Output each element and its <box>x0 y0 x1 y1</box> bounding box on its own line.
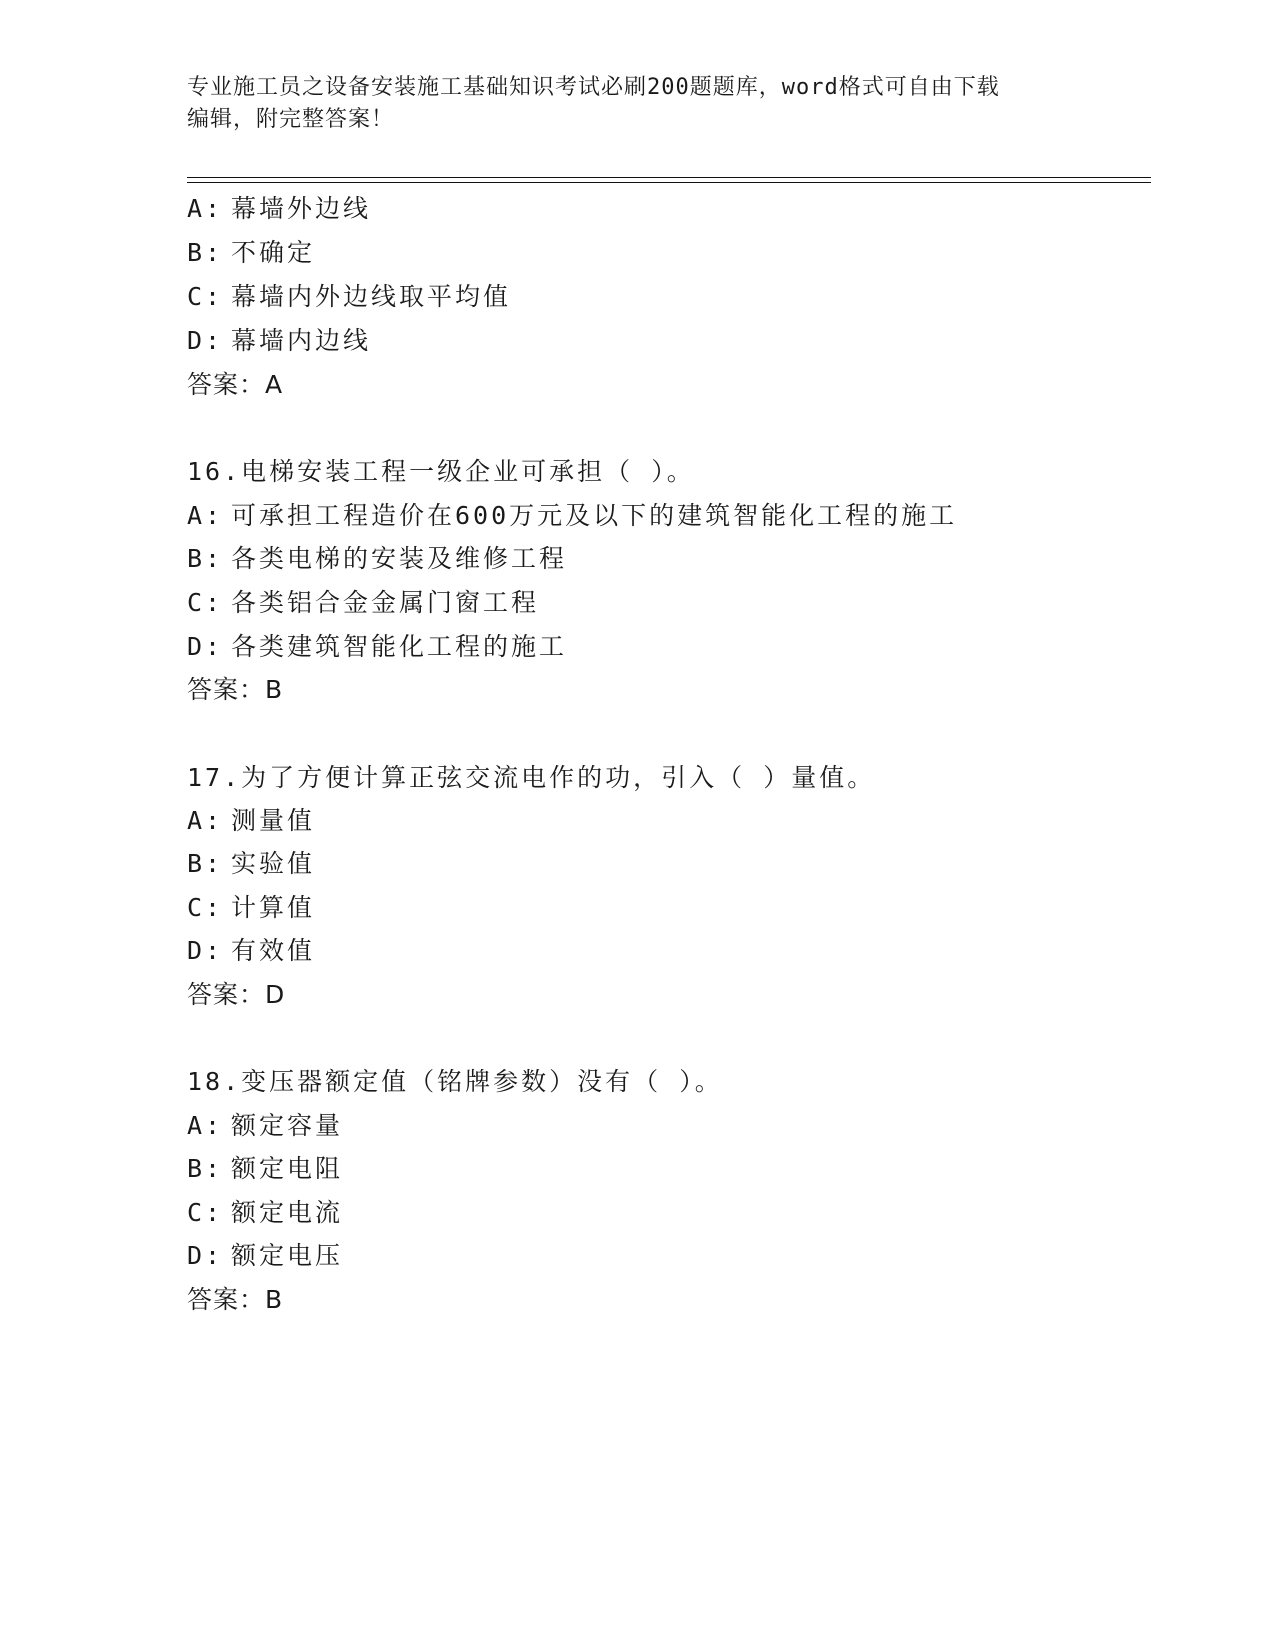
q18-answer: 答案：B <box>187 1285 284 1314</box>
q17-question: 17.为了方便计算正弦交流电作的功，引入（ ）量值。 <box>187 763 876 792</box>
header-divider-bottom <box>187 182 1151 183</box>
option-letter: A: <box>187 1111 224 1140</box>
option-text: 各类电梯的安装及维修工程 <box>231 544 568 573</box>
q18-option-b <box>187 1153 343 1185</box>
q18-option-d <box>187 1240 343 1272</box>
q16-option-c <box>187 587 539 619</box>
q17-option-a <box>187 805 315 837</box>
option-letter: A: <box>187 806 224 835</box>
option-text: 测量值 <box>231 806 316 835</box>
option-text: 计算值 <box>231 893 316 922</box>
option-letter: D: <box>187 936 224 965</box>
option-text: 实验值 <box>231 849 316 878</box>
header-line-1: 专业施工员之设备安装施工基础知识考试必刷200题题库，word格式可自由下载 <box>187 75 1000 100</box>
option-text: 可承担工程造价在600万元及以下的建筑智能化工程的施工 <box>231 501 958 530</box>
q16-answer: 答案：B <box>187 675 284 704</box>
header-divider-top <box>187 177 1151 178</box>
option-letter: D: <box>187 1241 224 1270</box>
header-line-2: 编辑，附完整答案！ <box>187 107 395 132</box>
q18-option-c <box>187 1197 343 1229</box>
q17-answer: 答案：D <box>187 980 286 1009</box>
option-letter: B: <box>187 1154 224 1183</box>
option-text: 幕墙外边线 <box>231 194 372 223</box>
option-letter: D: <box>187 632 224 661</box>
q17-option-b <box>187 848 315 880</box>
q16-option-a <box>187 500 957 532</box>
q17-option-d <box>187 935 315 967</box>
option-text: 有效值 <box>231 936 316 965</box>
option-text: 额定容量 <box>231 1111 344 1140</box>
option-letter: C: <box>187 588 224 617</box>
q15-option-c <box>187 281 511 313</box>
q15-option-d <box>187 325 371 357</box>
option-letter: B: <box>187 238 224 267</box>
option-letter: B: <box>187 544 224 573</box>
q16-option-d <box>187 631 567 663</box>
option-letter: A: <box>187 194 224 223</box>
option-text: 不确定 <box>231 238 316 267</box>
option-letter: C: <box>187 1198 224 1227</box>
q16-option-b <box>187 543 567 575</box>
option-text: 各类铝合金金属门窗工程 <box>231 588 540 617</box>
option-text: 幕墙内边线 <box>231 326 372 355</box>
option-text: 幕墙内外边线取平均值 <box>231 282 512 311</box>
q17-option-c <box>187 892 315 924</box>
q15-answer: 答案：A <box>187 370 284 399</box>
option-text: 额定电压 <box>231 1241 344 1270</box>
q16-question: 16.电梯安装工程一级企业可承担（ ）。 <box>187 457 695 486</box>
q15-option-a <box>187 193 371 225</box>
option-letter: D: <box>187 326 224 355</box>
q15-option-b <box>187 237 315 269</box>
option-letter: B: <box>187 849 224 878</box>
q18-option-a <box>187 1110 343 1142</box>
option-text: 各类建筑智能化工程的施工 <box>231 632 568 661</box>
option-text: 额定电阻 <box>231 1154 344 1183</box>
option-letter: A: <box>187 501 224 530</box>
q18-question: 18.变压器额定值（铭牌参数）没有（ ）。 <box>187 1067 723 1096</box>
option-letter: C: <box>187 893 224 922</box>
option-text: 额定电流 <box>231 1198 344 1227</box>
option-letter: C: <box>187 282 224 311</box>
document-header <box>187 72 1087 136</box>
